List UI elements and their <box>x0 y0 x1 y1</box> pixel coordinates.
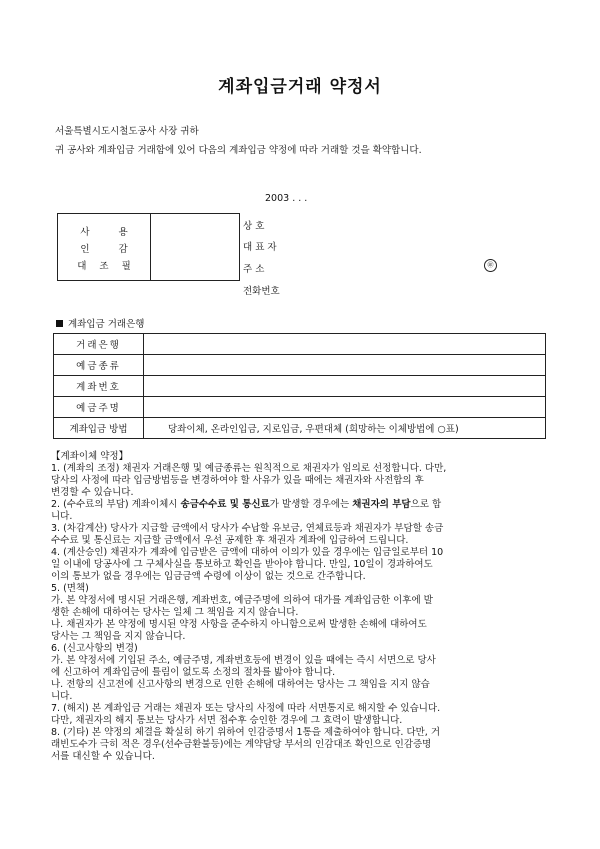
square-bullet-icon <box>56 320 63 327</box>
table-row <box>54 355 546 376</box>
account-number-label: 계좌번호 <box>54 376 144 397</box>
term-1-line-3: 변경할 수 있습니다. <box>51 487 134 498</box>
term-1-line-1: 1. (계좌의 조정) 채권자 거래은행 및 예금종류는 원칙적으로 채권자가 임의로 선정합니다. 다만, <box>51 463 447 474</box>
bank-section-title-text: 계좌입금 거래은행 <box>68 319 145 330</box>
term-2-part-e: 으로 합 <box>410 499 442 510</box>
term-4-line-3: 이의 통보가 없을 경우에는 입금금액 수령에 이상이 없는 것으로 간주합니다. <box>51 571 366 582</box>
terms-section <box>51 451 551 763</box>
term-3-line-1: 3. (차감계산) 당사가 지급할 금액에서 당사가 수납할 유보금, 연체료등과 채권자가 부담할 송금 <box>51 523 444 534</box>
seal-label-verified: 대조필 <box>77 261 144 272</box>
account-holder-field[interactable] <box>144 397 546 418</box>
terms-title: 【계좌이체 약정】 <box>51 451 129 462</box>
recipient: 서울특별시도시철도공사 사장 귀하 <box>55 126 199 137</box>
term-8-line-3: 서를 대신할 수 있습니다. <box>51 751 155 762</box>
term-6a-line-2: 에 신고하여 계좌입금에 틀림이 없도록 소정의 절차를 밟아야 합니다. <box>51 667 336 678</box>
deposit-method-label: 계좌입금 방법 <box>54 418 144 439</box>
term-2-line-2: 니다. <box>51 511 73 522</box>
seal-verification-box <box>57 213 240 281</box>
table-row <box>54 334 546 355</box>
bank-value-field[interactable] <box>144 334 546 355</box>
table-row <box>54 376 546 397</box>
term-5a-line-2: 생한 손해에 대하여는 당사는 일체 그 책임을 지지 않습니다. <box>51 607 299 618</box>
party-label-phone: 전화번호 <box>243 286 280 297</box>
term-8-line-1: 8. (기타) 본 약정의 체결을 확실히 하기 위하여 인감증명서 1통을 제출하여야 합니다. 다만, 거 <box>51 727 441 738</box>
term-5a-line-1: 가. 본 약정서에 명시된 거래은행, 계좌번호, 예금주명에 의하여 대가를 계좌입금한 이후에 발 <box>51 595 433 606</box>
term-2-bold-burden: 채권자의 부담 <box>352 499 411 510</box>
term-6a-line-1: 가. 본 약정서에 기입된 주소, 예금주명, 계좌번호등에 변경이 있을 때에는 즉시 서면으로 당사 <box>51 655 436 666</box>
date-line: 2003 . . . <box>265 193 308 204</box>
term-5b-line-2: 당사는 그 책임을 지지 않습니다. <box>51 631 186 642</box>
bank-info-table <box>53 333 546 439</box>
term-6-heading: 6. (신고사항의 변경) <box>51 643 138 654</box>
term-1-line-2: 당사의 사정에 따라 입금방법등을 변경하여야 할 사유가 있을 때에는 채권자와 사전합의 후 <box>51 475 424 486</box>
deposit-method-value: 당좌이체, 온라인입금, 지로입금, 우편대체 (희망하는 이체방법에 ○표) <box>144 418 546 439</box>
term-2-part-c: 가 발생할 경우에는 <box>269 499 353 510</box>
table-row <box>54 397 546 418</box>
term-4-line-2: 일 이내에 당공사에 그 구체사실을 통보하고 확인을 받아야 합니다. 만일, 10일이 경과하여도 <box>51 559 433 570</box>
term-7-line-2: 다만, 채권자의 해지 통보는 당사가 서면 접수후 승인한 경우에 그 효력이 발생합니다. <box>51 715 403 726</box>
term-2-bold-fee: 송금수수료 및 통신료 <box>180 499 270 510</box>
account-holder-label: 예금주명 <box>54 397 144 418</box>
seal-label-stamp: 인 감 <box>80 244 141 255</box>
term-5b-line-1: 나. 채권자가 본 약정에 명시된 약정 사항을 준수하지 아니함으로써 발생한 손해에 대하여도 <box>51 619 427 630</box>
term-6b-line-2: 니다. <box>51 691 73 702</box>
seal-labels <box>58 214 151 280</box>
term-2-line-1 <box>51 499 551 511</box>
term-3-line-2: 수수료 및 통신료는 지급할 금액에서 우선 공제한 후 채권자 계좌에 입금하여 드립니다. <box>51 535 409 546</box>
term-5-heading: 5. (면책) <box>51 583 89 594</box>
bank-label: 거래은행 <box>54 334 144 355</box>
term-2-part-a: 2. (수수료의 부담) 계좌이체시 <box>51 499 181 510</box>
term-8-line-2: 래빈도수가 극히 적은 경우(선수금환불등)에는 계약담당 부서의 인감대조 확인으로 인감증명 <box>51 739 432 750</box>
seal-stamp-icon: ㊞ <box>484 259 497 272</box>
party-label-ceo: 대 표 자 <box>243 242 277 253</box>
bank-section-title <box>56 319 144 331</box>
party-label-address: 주 소 <box>243 264 265 275</box>
party-label-company: 상 호 <box>243 221 265 232</box>
document-title: 계좌입금거래 약정서 <box>218 77 382 97</box>
term-4-line-1: 4. (계산승인) 채권자가 계좌에 입금받은 금액에 대하여 이의가 있을 경우에는 입금일로부터 10 <box>51 547 444 558</box>
table-row <box>54 418 546 439</box>
account-number-field[interactable] <box>144 376 546 397</box>
term-6b-line-1: 나. 전항의 신고전에 신고사항의 변경으로 인한 손해에 대하여는 당사는 그 책임을 지지 않습 <box>51 679 430 690</box>
intro-text: 귀 공사와 계좌입금 거래함에 있어 다음의 계좌입금 약정에 따라 거래할 것을 확약합니다. <box>55 145 422 156</box>
account-type-label: 예금종류 <box>54 355 144 376</box>
term-7-line-1: 7. (해지) 본 계좌입금 거래는 채권자 또는 당사의 사정에 따라 서면통지로 해지할 수 있습니다. <box>51 703 441 714</box>
account-type-field[interactable] <box>144 355 546 376</box>
seal-label-use: 사 용 <box>80 227 141 238</box>
